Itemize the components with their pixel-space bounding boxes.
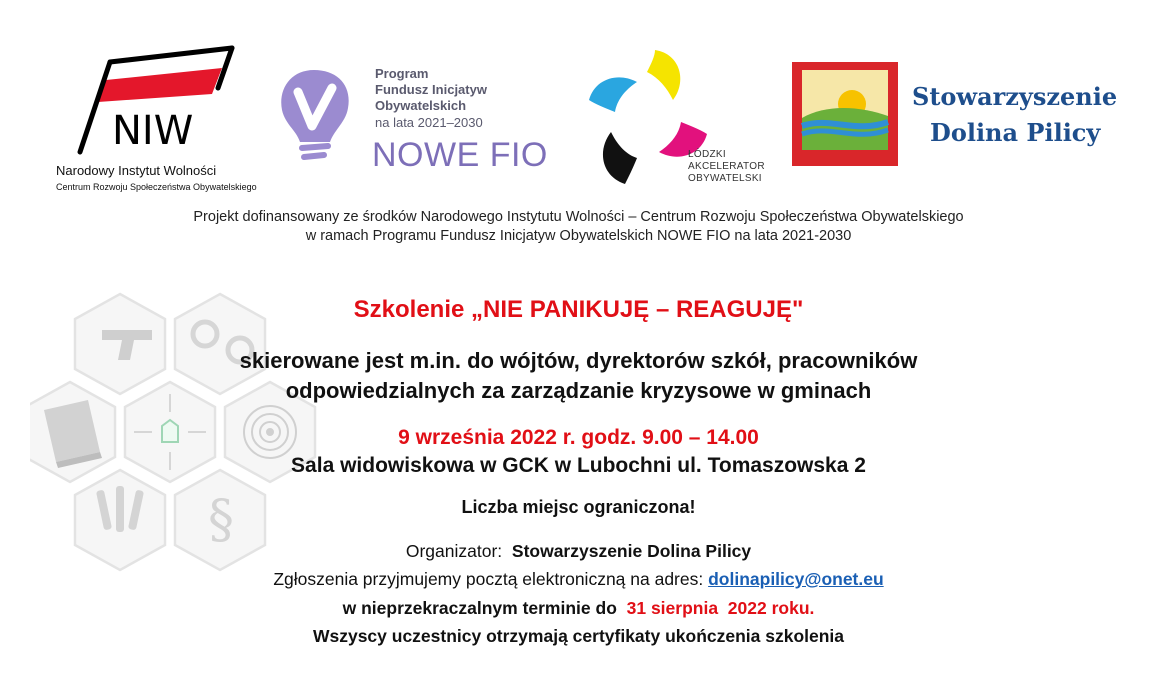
niw-name: Narodowy Instytut Wolności	[56, 163, 217, 178]
certificates-note: Wszyscy uczestnicy otrzymają certyfikaty ukończenia szkolenia	[312, 626, 845, 646]
sdp-logo	[790, 60, 1120, 170]
niw-flag-mark-icon	[50, 42, 265, 162]
organizer-label: Organizator:	[405, 541, 503, 561]
organizer-line	[0, 541, 1157, 562]
landscape-icon	[790, 60, 900, 168]
lao-line3: OBYWATELSKI	[688, 173, 762, 184]
event-title: Szkolenie „NIE PANIKUJĘ – REAGUJĘ"	[353, 296, 804, 323]
audience-line1: skierowane jest m.in. do wójtów, dyrektorów szkół, pracowników	[239, 348, 918, 373]
fio-logo	[272, 62, 572, 182]
registration-text: Zgłoszenia przyjmujemy pocztą elektroniczną na adres:	[273, 569, 704, 589]
fio-title: NOWE FIO	[372, 136, 548, 174]
svg-text:§: §	[208, 490, 234, 550]
registration-line	[0, 569, 1157, 590]
funding-line1: Projekt dofinansowany ze środków Narodowego Instytutu Wolności – Centrum Rozwoju Społeczeństwa Obywatelskiego	[193, 209, 964, 225]
funding-line2: w ramach Programu Fundusz Inicjatyw Obywatelskich NOWE FIO na lata 2021-2030	[305, 228, 852, 244]
lao-line1: ŁÓDZKI	[688, 149, 726, 160]
niw-logo	[50, 42, 265, 192]
sdp-line2: Dolina Pilicy	[930, 118, 1101, 147]
email-link[interactable]: dolinapilicy@onet.eu	[708, 569, 884, 589]
sdp-line1: Stowarzyszenie	[912, 82, 1118, 111]
fio-line3: Obywatelskich	[375, 98, 467, 113]
lao-line2: AKCELERATOR	[688, 161, 765, 172]
fio-line2: Fundusz Inicjatyw	[375, 82, 487, 97]
fio-line4: na lata 2021–2030	[375, 115, 483, 130]
fio-line1: Program	[375, 66, 429, 81]
lao-logo	[585, 42, 770, 192]
event-date: 9 września 2022 r. godz. 9.00 – 14.00	[398, 426, 759, 449]
deadline-line	[0, 598, 1157, 619]
lightbulb-icon	[272, 62, 362, 172]
deadline-text: w nieprzekraczalnym terminie do	[342, 598, 617, 618]
niw-subtitle: Centrum Rozwoju Społeczeństwa Obywatelskiego	[56, 182, 257, 192]
audience-line2: odpowiedzialnych za zarządzanie kryzysowe w gminach	[285, 378, 872, 403]
organizer-name: Stowarzyszenie Dolina Pilicy	[511, 541, 752, 561]
niw-mark-text: NIW	[112, 108, 194, 154]
event-venue: Sala widowiskowa w GCK w Lubochni ul. Tomaszowska 2	[291, 454, 866, 477]
deadline-date: 31 sierpnia 2022 roku.	[626, 598, 815, 618]
seats-limited-note: Liczba miejsc ograniczona!	[461, 497, 696, 517]
